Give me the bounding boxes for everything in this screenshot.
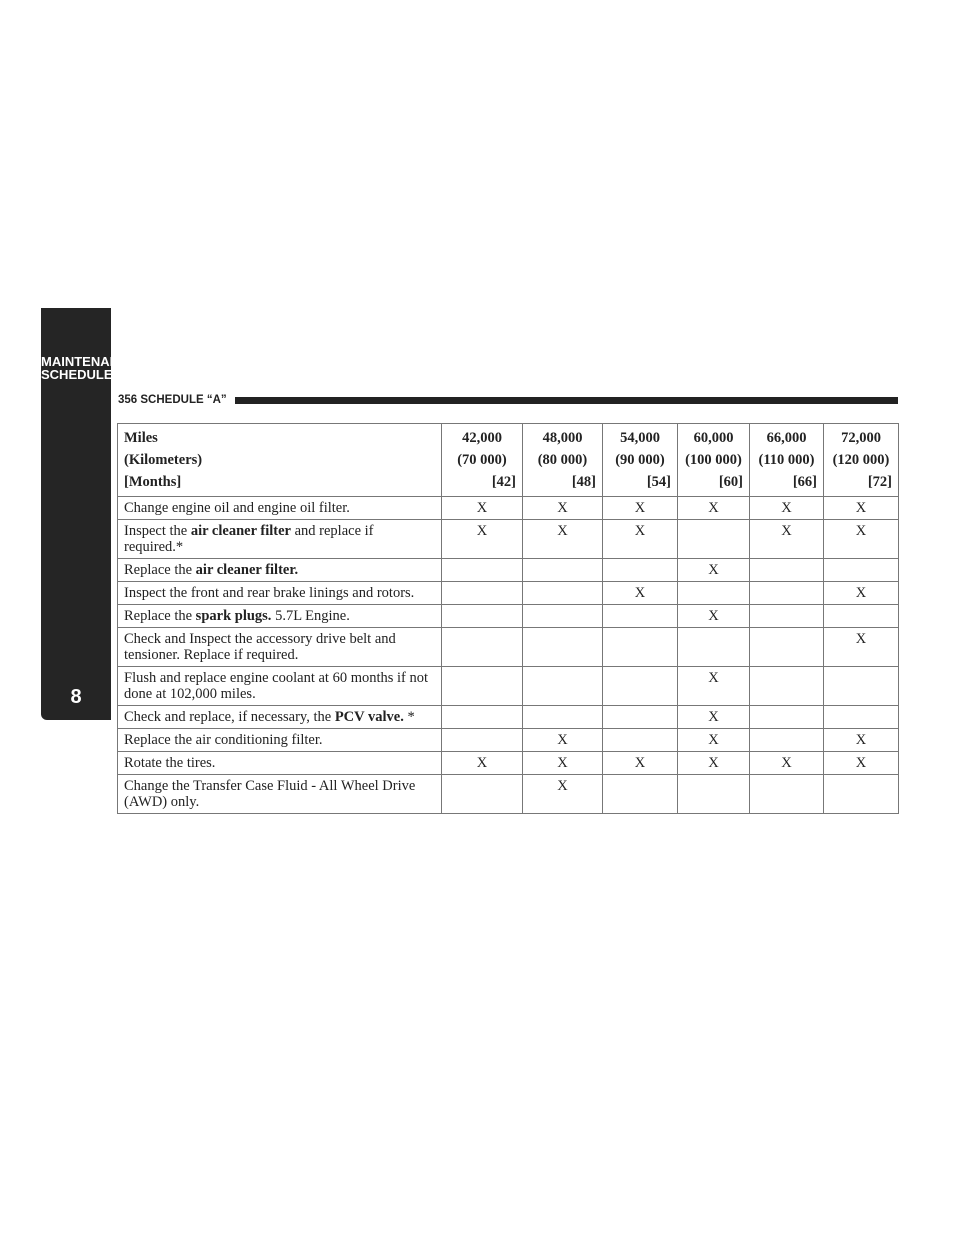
service-mark: X: [824, 497, 899, 520]
header-interval-42k: [442, 424, 523, 497]
service-mark: [603, 628, 678, 667]
page-number-title: 356 SCHEDULE “A”: [118, 394, 227, 406]
task-description: [118, 605, 442, 628]
interval-months: [66]: [792, 474, 817, 490]
service-mark: X: [442, 497, 523, 520]
header-interval-66k: [750, 424, 824, 497]
service-mark: [603, 729, 678, 752]
section-tab-letters: MAINTENANCE SCHEDULES: [41, 354, 138, 382]
section-tab-number: 8: [70, 686, 82, 708]
interval-months: [42]: [491, 474, 516, 490]
service-mark: [750, 729, 824, 752]
service-mark: X: [603, 497, 678, 520]
task-description: [118, 520, 442, 559]
service-mark: [523, 582, 603, 605]
header-interval-54k: [603, 424, 678, 497]
service-mark: X: [750, 497, 824, 520]
service-mark: X: [523, 520, 603, 559]
interval-miles: 60,000: [693, 430, 734, 446]
service-mark: [603, 605, 678, 628]
task-emphasis: air cleaner filter.: [195, 562, 299, 578]
service-mark: X: [603, 582, 678, 605]
service-mark: [442, 729, 523, 752]
task-text: Change the Transfer Case Fluid - All Wheel Drive (AWD) only.: [124, 778, 416, 810]
interval-months: [60]: [718, 474, 743, 490]
service-mark: [750, 706, 824, 729]
service-mark: X: [678, 729, 750, 752]
service-mark: X: [678, 752, 750, 775]
section-side-tab: [41, 308, 138, 720]
interval-km: (120 000): [832, 452, 890, 468]
page-header: [118, 391, 898, 409]
task-description: [118, 706, 442, 729]
service-mark: [442, 628, 523, 667]
service-mark: [678, 520, 750, 559]
header-rule: [235, 397, 898, 404]
interval-months: [48]: [571, 474, 596, 490]
task-text: Change engine oil and engine oil filter.: [124, 500, 350, 516]
service-mark: X: [824, 628, 899, 667]
task-description: [118, 582, 442, 605]
service-mark: [603, 775, 678, 814]
interval-km: (110 000): [758, 452, 815, 468]
service-mark: X: [442, 520, 523, 559]
interval-km: (100 000): [685, 452, 742, 468]
table-header-row: [118, 424, 899, 497]
header-interval-48k: [523, 424, 603, 497]
interval-miles: 54,000: [620, 430, 660, 446]
service-mark: [678, 582, 750, 605]
service-mark: X: [603, 752, 678, 775]
table-row: [118, 775, 899, 814]
service-mark: [678, 775, 750, 814]
service-mark: [678, 628, 750, 667]
task-text: Check and replace, if necessary, the: [124, 709, 335, 725]
service-mark: X: [678, 706, 750, 729]
service-mark: X: [750, 752, 824, 775]
service-mark: [442, 667, 523, 706]
service-mark: X: [824, 752, 899, 775]
interval-miles: 72,000: [841, 430, 881, 446]
table-row: [118, 628, 899, 667]
maintenance-schedule-table: [117, 423, 899, 814]
service-mark: [824, 775, 899, 814]
task-emphasis: air cleaner filter: [190, 523, 291, 539]
task-text-after: *: [403, 709, 415, 725]
service-mark: X: [678, 559, 750, 582]
service-mark: X: [678, 497, 750, 520]
interval-km: (80 000): [537, 452, 588, 468]
task-description: [118, 628, 442, 667]
service-mark: X: [523, 729, 603, 752]
task-text: Replace the: [124, 562, 196, 578]
task-description: [118, 497, 442, 520]
task-text: Inspect the front and rear brake linings and rotors.: [124, 585, 415, 601]
service-mark: X: [824, 582, 899, 605]
table-row: [118, 582, 899, 605]
service-mark: X: [523, 775, 603, 814]
task-emphasis: PCV valve.: [334, 709, 404, 725]
service-mark: [603, 667, 678, 706]
interval-miles: 48,000: [542, 430, 583, 446]
task-text-after: and replace if required.*: [124, 523, 374, 555]
task-description: [118, 729, 442, 752]
header-interval-60k: [678, 424, 750, 497]
service-mark: [442, 706, 523, 729]
task-text: Flush and replace engine coolant at 60 months if not done at 102,000 miles.: [124, 670, 429, 702]
header-months-label: [Months]: [124, 474, 182, 490]
service-mark: X: [824, 520, 899, 559]
task-emphasis: spark plugs.: [195, 608, 272, 624]
service-mark: [603, 706, 678, 729]
service-mark: [824, 605, 899, 628]
header-miles-label: Miles: [124, 430, 158, 446]
table-row: [118, 706, 899, 729]
task-description: [118, 775, 442, 814]
task-text: Inspect the: [124, 523, 191, 539]
interval-km: (90 000): [615, 452, 665, 468]
service-mark: [750, 667, 824, 706]
service-mark: [824, 706, 899, 729]
table-row: [118, 520, 899, 559]
interval-miles: 66,000: [766, 430, 807, 446]
task-text-after: 5.7L Engine.: [271, 608, 350, 624]
service-mark: [824, 667, 899, 706]
interval-months: [72]: [867, 474, 892, 490]
task-text: Replace the air conditioning filter.: [124, 732, 323, 748]
service-mark: [750, 628, 824, 667]
table-row: [118, 729, 899, 752]
header-kilometers-label: (Kilometers): [124, 452, 203, 468]
interval-months: [54]: [646, 474, 671, 490]
service-mark: X: [678, 605, 750, 628]
task-text: Rotate the tires.: [124, 755, 216, 771]
table-row: [118, 752, 899, 775]
service-mark: [442, 605, 523, 628]
service-mark: [603, 559, 678, 582]
interval-km: (70 000): [457, 452, 507, 468]
table-row: [118, 497, 899, 520]
header-interval-72k: [824, 424, 899, 497]
service-mark: [442, 775, 523, 814]
service-mark: X: [442, 752, 523, 775]
service-mark: [523, 605, 603, 628]
service-mark: X: [750, 520, 824, 559]
service-mark: [824, 559, 899, 582]
task-description: [118, 559, 442, 582]
service-mark: [523, 559, 603, 582]
task-description: [118, 752, 442, 775]
header-label-cell: [118, 424, 442, 497]
interval-miles: 42,000: [462, 430, 502, 446]
service-mark: [750, 582, 824, 605]
table-row: [118, 559, 899, 582]
service-mark: X: [603, 520, 678, 559]
service-mark: [523, 667, 603, 706]
service-mark: [523, 706, 603, 729]
service-mark: X: [824, 729, 899, 752]
service-mark: [442, 559, 523, 582]
table-row: [118, 667, 899, 706]
service-mark: [750, 605, 824, 628]
service-mark: X: [523, 497, 603, 520]
service-mark: [750, 775, 824, 814]
service-mark: X: [523, 752, 603, 775]
task-text: Replace the: [124, 608, 196, 624]
task-description: [118, 667, 442, 706]
service-mark: [750, 559, 824, 582]
table-row: [118, 605, 899, 628]
service-mark: [523, 628, 603, 667]
task-text: Check and Inspect the accessory drive belt and tensioner. Replace if required.: [124, 631, 396, 663]
service-mark: [442, 582, 523, 605]
service-mark: X: [678, 667, 750, 706]
